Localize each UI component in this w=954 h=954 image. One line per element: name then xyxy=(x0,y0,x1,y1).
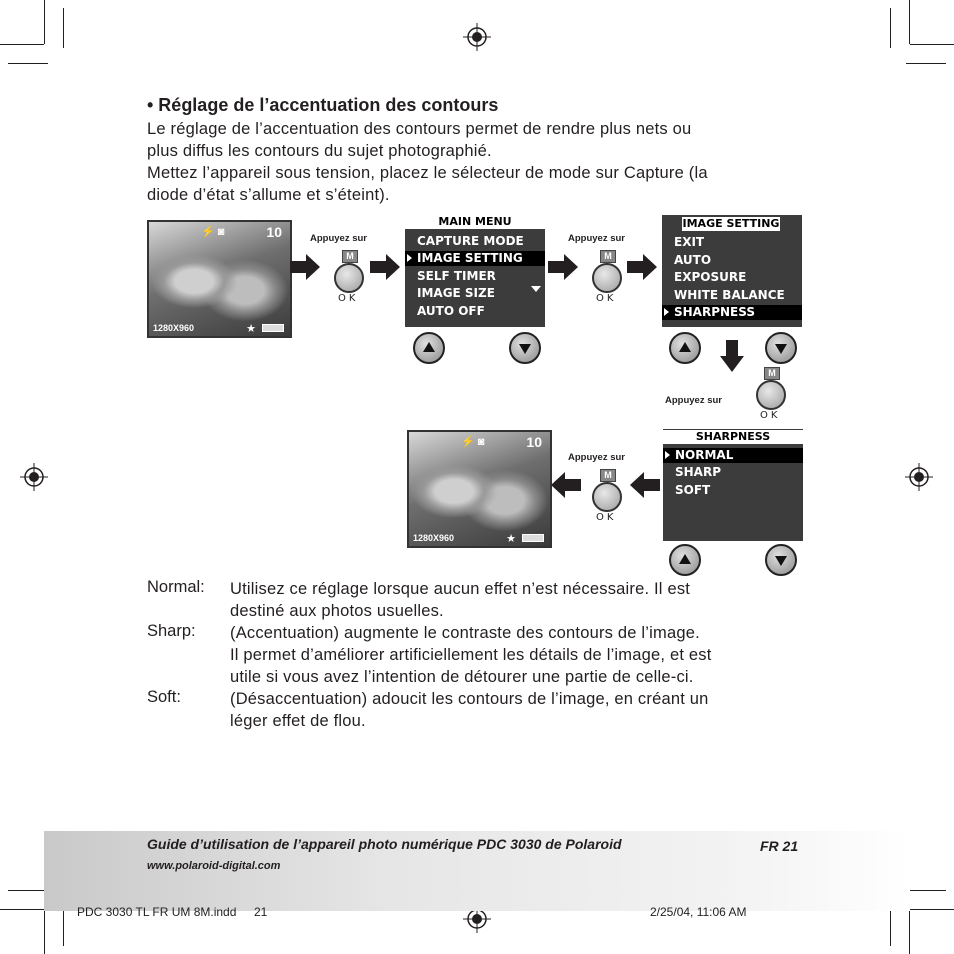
menu-item[interactable]: WHITE BALANCE xyxy=(674,288,785,302)
camera-preview-image xyxy=(407,430,552,548)
menu-ok-button[interactable] xyxy=(588,250,632,312)
definition-term: Soft: xyxy=(147,688,181,706)
resolution-label: 1280X960 xyxy=(413,533,455,543)
m-label: M xyxy=(342,250,358,263)
ok-label: OK xyxy=(338,293,359,304)
definition-line: destiné aux photos usuelles. xyxy=(230,602,444,620)
menu-item-selected[interactable] xyxy=(662,305,802,320)
quality-star-icon: ★ xyxy=(246,323,256,335)
definition-term: Normal: xyxy=(147,578,205,596)
button-circle xyxy=(592,482,622,512)
menu-title: IMAGE SETTING xyxy=(682,217,780,230)
menu-item[interactable]: SHARP xyxy=(675,465,722,479)
crop-mark xyxy=(910,44,954,45)
up-button[interactable] xyxy=(413,332,445,364)
footer-guide-title: Guide d’utilisation de l’appareil photo numérique PDC 3030 de Polaroid xyxy=(147,836,622,852)
crop-mark xyxy=(0,44,44,45)
menu-item[interactable]: EXIT xyxy=(674,235,705,249)
ok-label: OK xyxy=(596,293,617,304)
crop-mark xyxy=(910,909,954,910)
up-button[interactable] xyxy=(669,332,701,364)
down-arrow-icon xyxy=(519,344,531,354)
ok-label: OK xyxy=(596,512,617,523)
resolution-label: 1280X960 xyxy=(153,323,195,333)
definition-line: (Désaccentuation) adoucit les contours de l’image, en créant un xyxy=(230,690,709,708)
crop-mark xyxy=(890,906,891,946)
quality-star-icon: ★ xyxy=(506,533,516,545)
down-arrow-icon xyxy=(775,556,787,566)
crop-mark xyxy=(63,906,64,946)
arrow-down-icon xyxy=(720,340,744,372)
registration-mark-icon xyxy=(20,463,48,491)
button-circle xyxy=(334,263,364,293)
definition-line: utile si vous avez l’intention de détourer une partie de celle-ci. xyxy=(230,668,694,686)
slug-filename: PDC 3030 TL FR UM 8M.indd xyxy=(77,905,237,919)
crop-mark xyxy=(909,0,910,44)
page-number: FR 21 xyxy=(760,838,799,854)
intro-line: plus diffus les contours du sujet photographié. xyxy=(147,142,492,160)
m-label: M xyxy=(764,367,780,380)
press-label: Appuyez sur xyxy=(665,395,723,406)
menu-title: MAIN MENU xyxy=(405,215,545,229)
menu-ok-button[interactable] xyxy=(588,469,632,531)
up-arrow-icon xyxy=(423,342,435,352)
footer-website-link[interactable]: www.polaroid-digital.com xyxy=(147,860,281,872)
pointer-icon xyxy=(665,451,670,459)
down-button[interactable] xyxy=(765,544,797,576)
registration-mark-icon xyxy=(463,23,491,51)
ok-label: OK xyxy=(760,410,781,421)
up-button[interactable] xyxy=(669,544,701,576)
press-label: Appuyez sur xyxy=(310,233,368,244)
down-button[interactable] xyxy=(765,332,797,364)
press-label: Appuyez sur xyxy=(568,233,626,244)
menu-item[interactable]: AUTO xyxy=(674,253,712,267)
button-circle xyxy=(756,380,786,410)
menu-item-selected[interactable] xyxy=(663,448,803,463)
shots-remaining: 10 xyxy=(266,224,282,240)
arrow-right-icon xyxy=(370,254,400,280)
registration-mark-icon xyxy=(905,463,933,491)
definition-line: (Accentuation) augmente le contraste des contours de l’image. xyxy=(230,624,700,642)
menu-item[interactable]: EXPOSURE xyxy=(674,270,747,284)
definition-line: léger effet de flou. xyxy=(230,712,366,730)
down-arrow-icon xyxy=(775,344,787,354)
image-setting-screen xyxy=(662,215,802,327)
pointer-icon xyxy=(664,308,669,316)
button-circle xyxy=(592,263,622,293)
menu-item[interactable]: IMAGE SIZE xyxy=(417,286,495,300)
down-button[interactable] xyxy=(509,332,541,364)
menu-item-label: SHARPNESS xyxy=(674,305,755,319)
main-menu-screen xyxy=(405,215,545,327)
menu-item-label: NORMAL xyxy=(675,448,734,462)
flash-camera-icon: ⚡ ◙ xyxy=(461,436,485,448)
arrow-left-icon xyxy=(551,472,581,498)
menu-title: SHARPNESS xyxy=(663,430,803,444)
instruction-line: diode d’état s’allume et s’éteint). xyxy=(147,186,390,204)
crop-mark xyxy=(8,63,48,64)
menu-ok-button[interactable] xyxy=(752,367,796,429)
slug-page: 21 xyxy=(254,905,268,919)
up-arrow-icon xyxy=(679,342,691,352)
instruction-line: Mettez l’appareil sous tension, placez le sélecteur de mode sur Capture (la xyxy=(147,164,708,182)
crop-mark xyxy=(0,909,44,910)
battery-icon xyxy=(522,534,544,542)
definition-term: Sharp: xyxy=(147,622,196,640)
crop-mark xyxy=(906,890,946,891)
m-label: M xyxy=(600,250,616,263)
menu-item-selected[interactable] xyxy=(405,251,545,266)
crop-mark xyxy=(8,890,48,891)
arrow-right-icon xyxy=(627,254,657,280)
definition-line: Il permet d’améliorer artificiellement les détails de l’image, et est xyxy=(230,646,712,664)
crop-mark xyxy=(63,8,64,48)
crop-mark xyxy=(890,8,891,48)
battery-icon xyxy=(262,324,284,332)
up-arrow-icon xyxy=(679,554,691,564)
shots-remaining: 10 xyxy=(526,434,542,450)
pointer-icon xyxy=(407,254,412,262)
intro-line: Le réglage de l’accentuation des contours permet de rendre plus nets ou xyxy=(147,120,692,138)
definition-line: Utilisez ce réglage lorsque aucun effet n’est nécessaire. Il est xyxy=(230,580,691,598)
crop-mark xyxy=(906,63,946,64)
menu-ok-button[interactable] xyxy=(330,250,374,312)
flash-camera-icon: ⚡ ◙ xyxy=(201,226,225,238)
sharpness-screen xyxy=(663,429,803,541)
arrow-left-icon xyxy=(630,472,660,498)
crop-mark xyxy=(44,910,45,954)
press-label: Appuyez sur xyxy=(568,452,626,463)
arrow-right-icon xyxy=(290,254,320,280)
m-label: M xyxy=(600,469,616,482)
menu-item-label: IMAGE SETTING xyxy=(417,251,523,265)
crop-mark xyxy=(909,910,910,954)
menu-item[interactable]: AUTO OFF xyxy=(417,304,485,318)
slug-date: 2/25/04, 11:06 AM xyxy=(650,905,747,919)
camera-preview-image xyxy=(147,220,292,338)
menu-item[interactable]: SELF TIMER xyxy=(417,269,496,283)
crop-mark xyxy=(44,0,45,44)
arrow-right-icon xyxy=(548,254,578,280)
scroll-down-icon xyxy=(531,286,541,292)
section-heading: • Réglage de l’accentuation des contours xyxy=(147,95,499,115)
menu-item[interactable]: SOFT xyxy=(675,483,711,497)
menu-item[interactable]: CAPTURE MODE xyxy=(417,234,524,248)
